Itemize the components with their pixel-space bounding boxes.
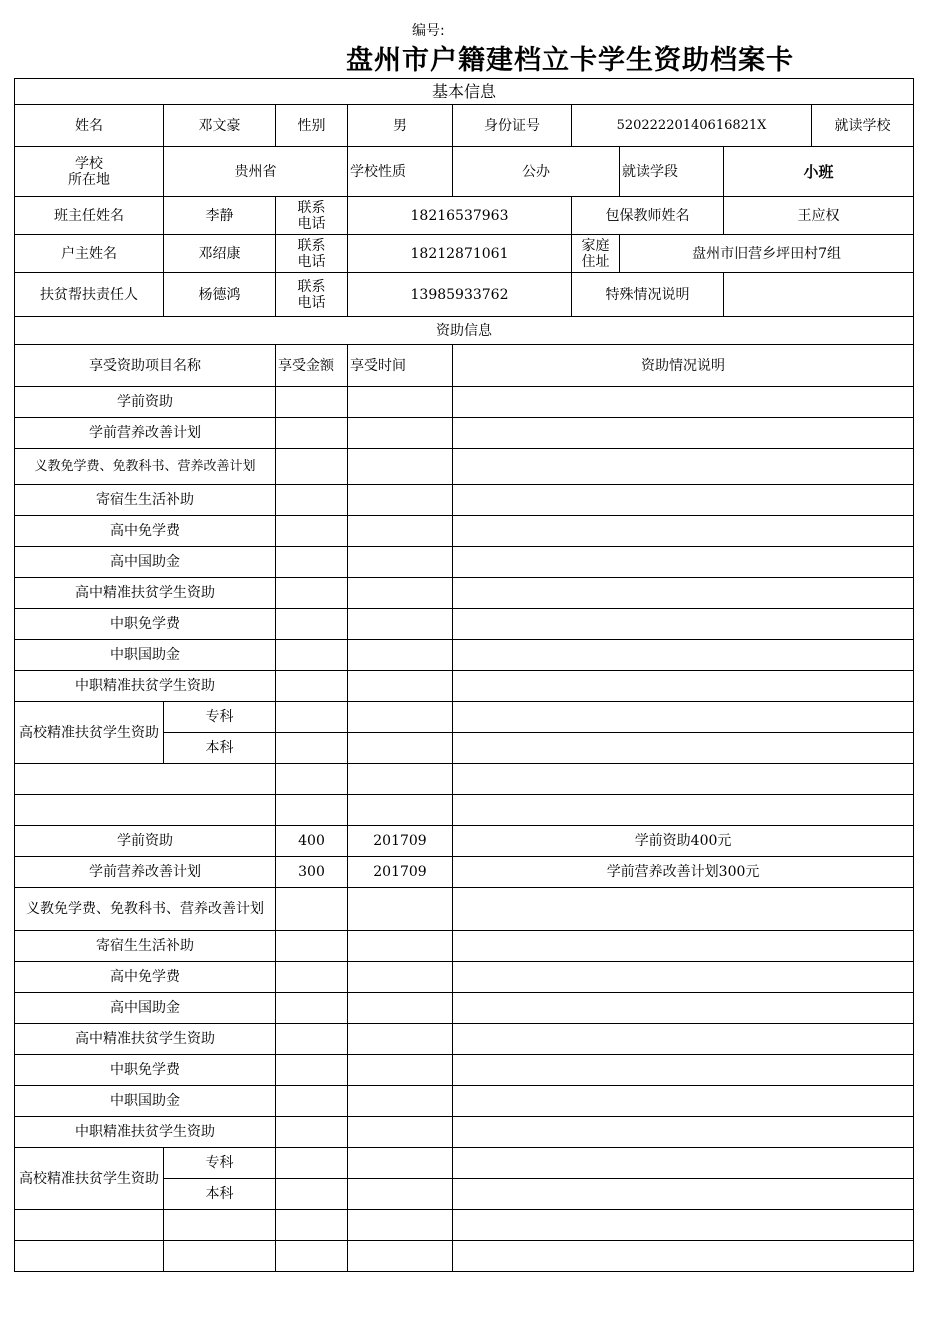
sub-cell xyxy=(164,1210,276,1241)
amount-cell xyxy=(276,795,348,826)
special-label: 特殊情况说明 xyxy=(572,273,724,317)
school-type-label: 学校性质 xyxy=(348,147,453,197)
college-sub-label: 本科 xyxy=(164,1179,276,1210)
time-cell xyxy=(348,764,453,795)
project-name: 学前营养改善计划 xyxy=(15,418,276,449)
college-sub-label: 本科 xyxy=(164,733,276,764)
desc-cell: 学前资助400元 xyxy=(453,826,914,857)
time-cell: 201709 xyxy=(348,857,453,888)
table-row xyxy=(15,1117,914,1148)
table-row xyxy=(15,931,914,962)
amount-cell xyxy=(276,702,348,733)
time-cell xyxy=(348,702,453,733)
table-row xyxy=(15,418,914,449)
name-value: 邓文豪 xyxy=(164,105,276,147)
project-name: 中职免学费 xyxy=(15,609,276,640)
project-name xyxy=(15,1210,164,1241)
amount-cell xyxy=(276,1241,348,1272)
table-row xyxy=(15,1024,914,1055)
school-location-label: 学校 所在地 xyxy=(15,147,164,197)
time-cell xyxy=(348,1117,453,1148)
teacher-value: 李静 xyxy=(164,197,276,235)
desc-cell xyxy=(453,1024,914,1055)
basic-info-heading: 基本信息 xyxy=(15,79,914,105)
guarantor-label: 包保教师姓名 xyxy=(572,197,724,235)
address-label: 家庭 住址 xyxy=(572,235,620,273)
college-aid-label: 高校精准扶贫学生资助 xyxy=(15,1148,164,1210)
time-cell xyxy=(348,733,453,764)
amount-cell xyxy=(276,1210,348,1241)
project-name xyxy=(15,795,276,826)
amount-cell xyxy=(276,640,348,671)
householder-value: 邓绍康 xyxy=(164,235,276,273)
aid-info-heading: 资助信息 xyxy=(15,317,914,345)
name-label: 姓名 xyxy=(15,105,164,147)
amount-cell: 400 xyxy=(276,826,348,857)
table-row xyxy=(15,485,914,516)
desc-cell xyxy=(453,962,914,993)
table-row xyxy=(15,516,914,547)
project-name: 高中精准扶贫学生资助 xyxy=(15,1024,276,1055)
desc-cell xyxy=(453,1117,914,1148)
amount-cell xyxy=(276,1055,348,1086)
amount-cell xyxy=(276,1179,348,1210)
college-sub-label: 专科 xyxy=(164,1148,276,1179)
col-desc-header: 资助情况说明 xyxy=(453,345,914,387)
desc-cell xyxy=(453,640,914,671)
time-cell xyxy=(348,993,453,1024)
amount-cell xyxy=(276,485,348,516)
desc-cell: 学前营养改善计划300元 xyxy=(453,857,914,888)
amount-cell xyxy=(276,387,348,418)
project-name: 高中免学费 xyxy=(15,962,276,993)
desc-cell xyxy=(453,993,914,1024)
helper-phone-value: 13985933762 xyxy=(348,273,572,317)
stage-value: 小班 xyxy=(724,147,914,197)
amount-cell xyxy=(276,516,348,547)
time-cell xyxy=(348,418,453,449)
amount-cell xyxy=(276,962,348,993)
time-cell xyxy=(348,640,453,671)
amount-cell xyxy=(276,671,348,702)
desc-cell xyxy=(453,1055,914,1086)
desc-cell xyxy=(453,449,914,485)
amount-cell: 300 xyxy=(276,857,348,888)
college-sub-label: 专科 xyxy=(164,702,276,733)
desc-cell xyxy=(453,516,914,547)
time-cell xyxy=(348,516,453,547)
desc-cell xyxy=(453,888,914,931)
desc-cell xyxy=(453,547,914,578)
amount-cell xyxy=(276,547,348,578)
project-name: 中职精准扶贫学生资助 xyxy=(15,1117,276,1148)
teacher-label: 班主任姓名 xyxy=(15,197,164,235)
time-cell xyxy=(348,1086,453,1117)
desc-cell xyxy=(453,671,914,702)
table-row xyxy=(15,857,914,888)
time-cell xyxy=(348,1024,453,1055)
project-name: 寄宿生生活补助 xyxy=(15,931,276,962)
time-cell xyxy=(348,485,453,516)
col-time-header: 享受时间 xyxy=(348,345,453,387)
project-name: 中职免学费 xyxy=(15,1055,276,1086)
school-type-value: 公办 xyxy=(453,147,620,197)
table-row xyxy=(15,888,914,931)
table-row xyxy=(15,764,914,795)
desc-cell xyxy=(453,1210,914,1241)
archive-card-sheet xyxy=(14,78,913,1272)
time-cell xyxy=(348,547,453,578)
desc-cell xyxy=(453,387,914,418)
table-row xyxy=(15,671,914,702)
desc-cell xyxy=(453,609,914,640)
desc-cell xyxy=(453,1241,914,1272)
address-value: 盘州市旧营乡坪田村7组 xyxy=(620,235,914,273)
school-location-value: 贵州省 xyxy=(164,147,348,197)
page-title: 盘州市户籍建档立卡学生资助档案卡 xyxy=(346,45,794,76)
desc-cell xyxy=(453,1179,914,1210)
project-name: 义教免学费、免教科书、营养改善计划 xyxy=(15,449,276,485)
time-cell: 201709 xyxy=(348,826,453,857)
project-name xyxy=(15,1241,164,1272)
amount-cell xyxy=(276,993,348,1024)
col-project-header: 享受资助项目名称 xyxy=(15,345,276,387)
time-cell xyxy=(348,1241,453,1272)
id-number-value: 52022220140616821X xyxy=(572,105,812,147)
table-row xyxy=(15,547,914,578)
gender-value: 男 xyxy=(348,105,453,147)
project-name: 中职国助金 xyxy=(15,640,276,671)
desc-cell xyxy=(453,1148,914,1179)
project-name: 学前资助 xyxy=(15,387,276,418)
project-name: 中职国助金 xyxy=(15,1086,276,1117)
amount-cell xyxy=(276,1117,348,1148)
guarantor-value: 王应权 xyxy=(724,197,914,235)
householder-phone-value: 18212871061 xyxy=(348,235,572,273)
serial-number-label: 编号: xyxy=(412,23,445,39)
table-row xyxy=(15,449,914,485)
desc-cell xyxy=(453,485,914,516)
project-name xyxy=(15,764,276,795)
time-cell xyxy=(348,578,453,609)
project-name: 高中精准扶贫学生资助 xyxy=(15,578,276,609)
table-row xyxy=(15,1055,914,1086)
table-row xyxy=(15,702,914,733)
project-name: 学前资助 xyxy=(15,826,276,857)
amount-cell xyxy=(276,1086,348,1117)
helper-label: 扶贫帮扶责任人 xyxy=(15,273,164,317)
householder-phone-label: 联系 电话 xyxy=(276,235,348,273)
desc-cell xyxy=(453,702,914,733)
gender-label: 性别 xyxy=(276,105,348,147)
school-label: 就读学校 xyxy=(812,105,914,147)
amount-cell xyxy=(276,418,348,449)
time-cell xyxy=(348,1210,453,1241)
amount-cell xyxy=(276,1024,348,1055)
amount-cell xyxy=(276,578,348,609)
amount-cell xyxy=(276,733,348,764)
table-row xyxy=(15,1148,914,1179)
time-cell xyxy=(348,1179,453,1210)
college-aid-label: 高校精准扶贫学生资助 xyxy=(15,702,164,764)
project-name: 义教免学费、免教科书、营养改善计划 xyxy=(15,888,276,931)
table-row xyxy=(15,962,914,993)
time-cell xyxy=(348,962,453,993)
teacher-phone-label: 联系 电话 xyxy=(276,197,348,235)
table-row xyxy=(15,993,914,1024)
special-value xyxy=(724,273,914,317)
sub-cell xyxy=(164,1241,276,1272)
desc-cell xyxy=(453,931,914,962)
amount-cell xyxy=(276,764,348,795)
teacher-phone-value: 18216537963 xyxy=(348,197,572,235)
time-cell xyxy=(348,888,453,931)
amount-cell xyxy=(276,1148,348,1179)
time-cell xyxy=(348,931,453,962)
desc-cell xyxy=(453,795,914,826)
table-row xyxy=(15,1086,914,1117)
archive-card-table xyxy=(14,78,914,1272)
desc-cell xyxy=(453,733,914,764)
amount-cell xyxy=(276,888,348,931)
table-row xyxy=(15,826,914,857)
table-row xyxy=(15,640,914,671)
householder-label: 户主姓名 xyxy=(15,235,164,273)
desc-cell xyxy=(453,418,914,449)
project-name: 高中免学费 xyxy=(15,516,276,547)
amount-cell xyxy=(276,449,348,485)
stage-label: 就读学段 xyxy=(620,147,724,197)
project-name: 高中国助金 xyxy=(15,547,276,578)
project-name: 寄宿生生活补助 xyxy=(15,485,276,516)
time-cell xyxy=(348,1148,453,1179)
table-row xyxy=(15,578,914,609)
helper-value: 杨德鸿 xyxy=(164,273,276,317)
project-name: 学前营养改善计划 xyxy=(15,857,276,888)
id-label: 身份证号 xyxy=(453,105,572,147)
table-row xyxy=(15,1210,914,1241)
time-cell xyxy=(348,795,453,826)
project-name: 中职精准扶贫学生资助 xyxy=(15,671,276,702)
time-cell xyxy=(348,1055,453,1086)
time-cell xyxy=(348,449,453,485)
col-amount-header: 享受金额 xyxy=(276,345,348,387)
table-row xyxy=(15,387,914,418)
amount-cell xyxy=(276,931,348,962)
helper-phone-label: 联系 电话 xyxy=(276,273,348,317)
time-cell xyxy=(348,387,453,418)
time-cell xyxy=(348,609,453,640)
table-row xyxy=(15,609,914,640)
desc-cell xyxy=(453,1086,914,1117)
desc-cell xyxy=(453,578,914,609)
desc-cell xyxy=(453,764,914,795)
amount-cell xyxy=(276,609,348,640)
table-row xyxy=(15,1241,914,1272)
project-name: 高中国助金 xyxy=(15,993,276,1024)
table-row xyxy=(15,795,914,826)
time-cell xyxy=(348,671,453,702)
